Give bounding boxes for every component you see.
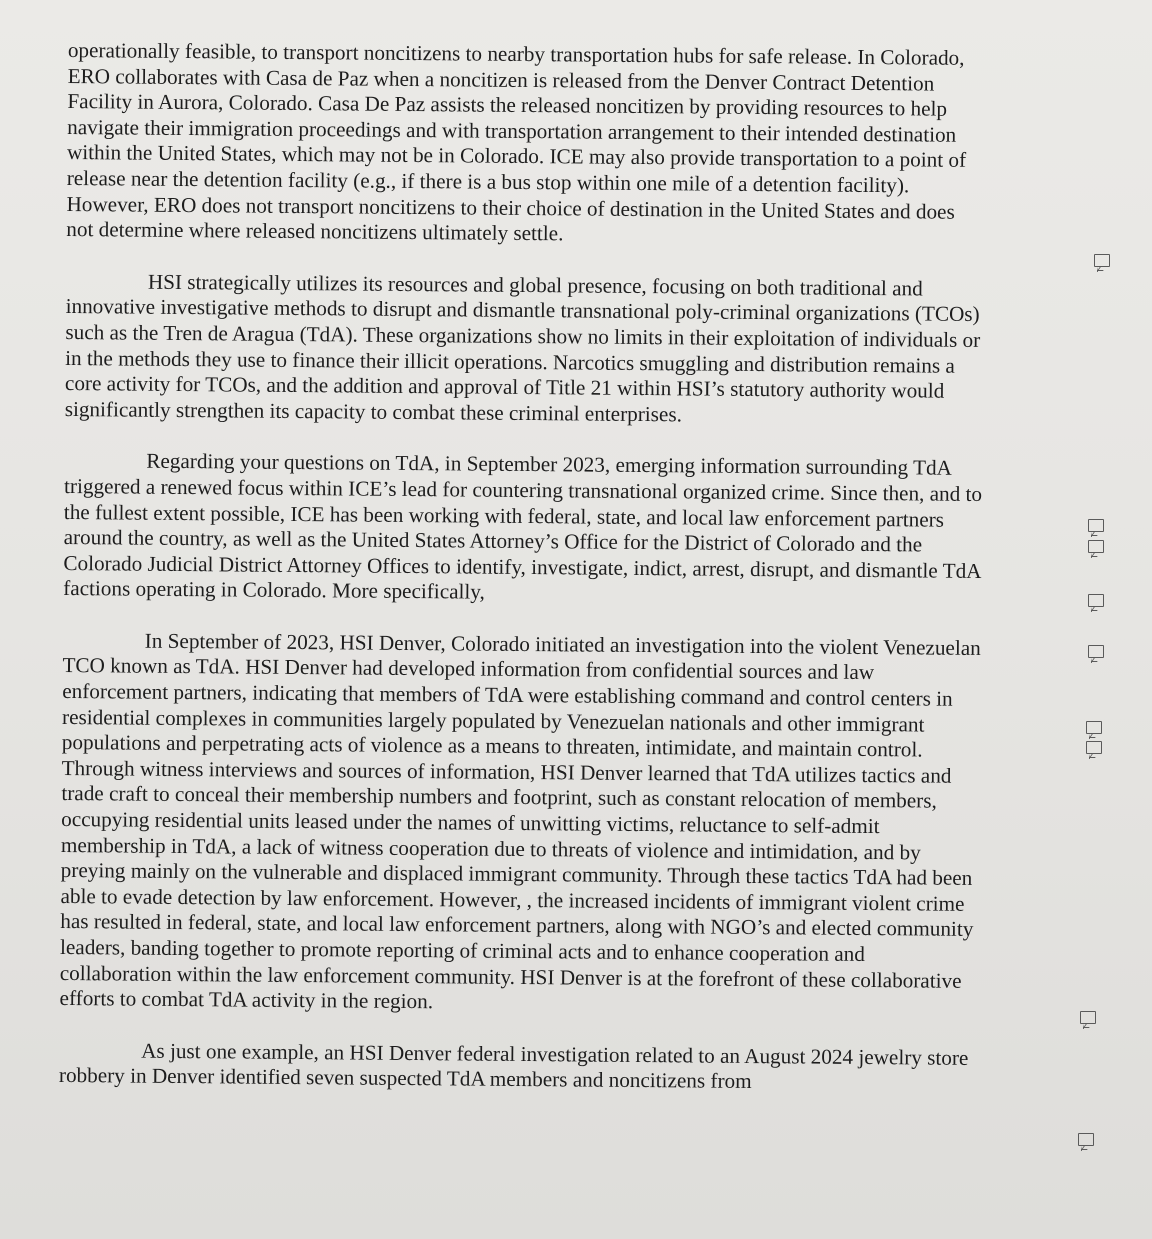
paragraph-tda-questions: Regarding your questions on TdA, in September 2023, emerging information surrounding TdA triggered a renewed focus within ICE’s lead for countering transnational organized crime. Since then, and to the fullest extent possible, ICE has been working with federal, state, and local law enforcement partners around the country, as well as the United States Attorney’s Office for the District of Colorado and the Colorado Judicial District Attorney Offices to identify, investigate, indict, arrest, disrupt, and dismantle TdA factions operating in Colorado. More specifically, [63,449,983,604]
comment-icon[interactable] [1080,1011,1096,1024]
paragraph-hsi-denver-investigation: In September of 2023, HSI Denver, Colorado initiated an investigation into the violent Venezuelan TCO known as TdA. HSI Denver had developed information from confidential sources and law enforcement partners, indicating that members of TdA were establishing command and control centers in residential complexes in communities largely populated by Venezuelan nationals and other immigrant populations and perpetrating acts of violence as a means to threaten, intimidate, and maintain control. Through witness interviews and sources of information, HSI Denver learned that TdA utilizes tactics and trade craft to conceal their membership numbers and footprint, such as constant relocation of members, occupying residential units leased under the names of unwitting victims, reluctance to self-admit membership in TdA, a lack of witness cooperation due to threats of violence and intimidation, and by preying mainly on the vulnerable and displaced immigrant community. Through these tactics TdA had been able to evade detection by law enforcement. However, , the increased incidents of immigrant violent crime has resulted in federal, state, and local law enforcement partners, along with NGO’s and elected community leaders, banding together to promote reporting of criminal acts and to enhance cooperation and collaboration within the law enforcement community. HSI Denver is at the forefront of these collaborative efforts to combat TdA activity in the region. [59,628,981,1014]
paragraph-hsi-resources: HSI strategically utilizes its resources and global presence, focusing on both traditional and innovative investigative methods to disrupt and dismantle transnational poly-criminal organizations (TCOs) such as the Tren de Aragua (TdA). These organizations show no limits in their exploitation of individuals or in the methods they use to finance their illicit operations. Narcotics smuggling and distribution remains a core activity for TCOs, and the addition and approval of Title 21 within HSI’s statutory authority would significantly strengthen its capacity to combat these criminal enterprises. [64,269,981,427]
paragraph-release-transport: operationally feasible, to transport noncitizens to nearby transportation hubs for safe release. In Colorado, ERO collaborates with Casa de Paz when a noncitizen is released from the Denver Contract Detention Facility in Aurora, Colorado. Casa De Paz assists the released noncitizen by providing resources to help navigate their immigration proceedings and with transportation arrangement to their intended destination within the United States, which may not be in Colorado. ICE may also provide transportation to a point of release near the detention facility (e.g., if there is a bus stop within one mile of a detention facility). However, ERO does not transport noncitizens to their choice of destination in the United States and does not determine where released noncitizens ultimately settle. [66,38,967,246]
comment-icon[interactable] [1088,540,1104,553]
comment-icon[interactable] [1088,594,1104,607]
comment-icon[interactable] [1086,721,1102,734]
comment-icon[interactable] [1078,1133,1094,1146]
comment-icon[interactable] [1088,645,1104,658]
paragraph-jewelry-robbery-example: As just one example, an HSI Denver federal investigation related to an August 2024 jewelry store robbery in Denver identified seven suspected TdA members and noncitizens from [58,1038,969,1094]
document-body [59,38,988,1123]
comment-icon[interactable] [1086,741,1102,754]
comment-icon[interactable] [1088,519,1104,532]
comment-icon[interactable] [1094,254,1110,267]
